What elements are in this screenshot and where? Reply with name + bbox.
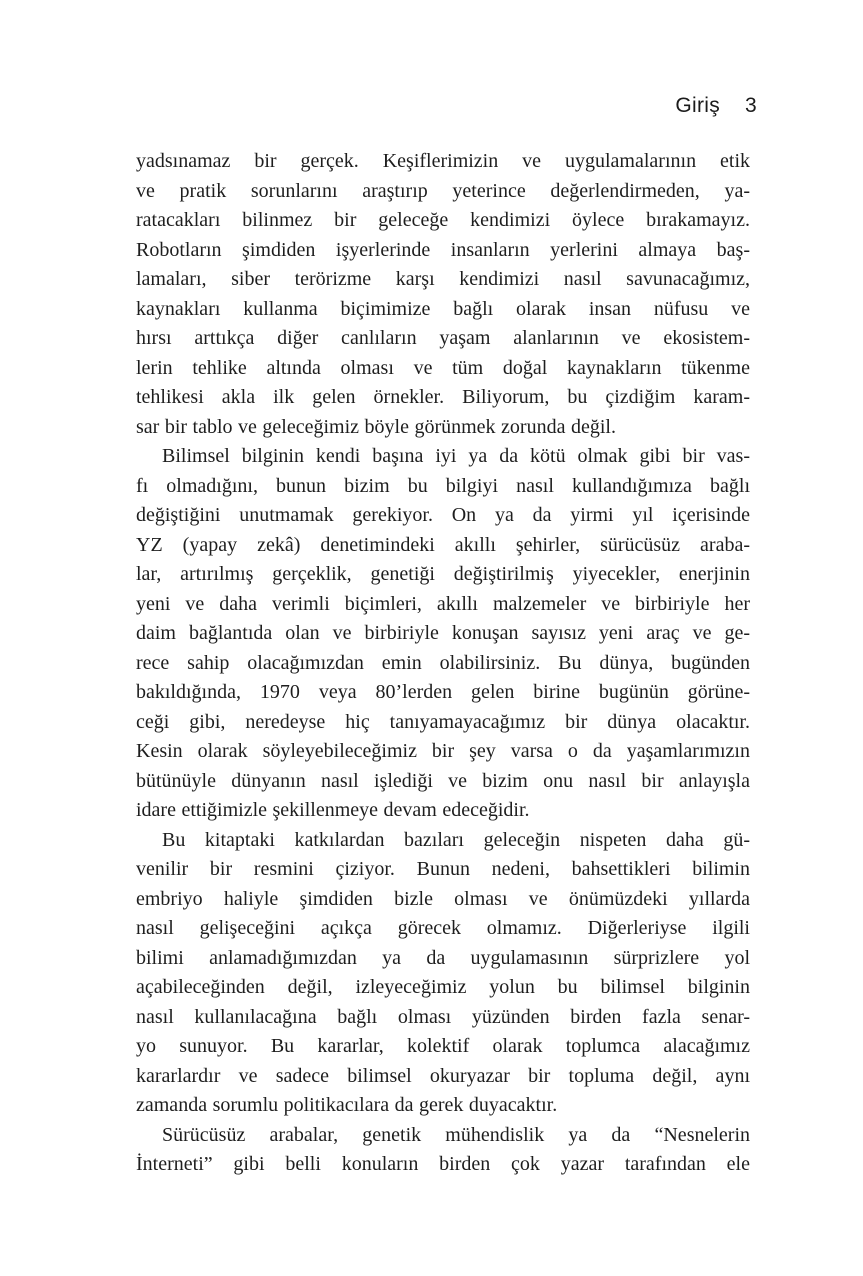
text-line: Robotların şimdiden işyerlerinde insanların yerlerini almaya baş- <box>136 238 750 261</box>
text-line: Sürücüsüz arabalar, genetik mühendislik ya da “Nesnelerin <box>162 1123 750 1146</box>
text-line: idare ettiğimizle şekillenmeye devam edeceğidir. <box>136 799 530 821</box>
text-line: tehlikesi akla ilk gelen örnekler. Biliyorum, bu çizdiğim karam- <box>136 386 750 408</box>
text-line: sar bir tablo ve geleceğimiz böyle görünmek zorunda değil. <box>136 415 616 438</box>
text-line: fı olmadığını, bunun bizim bu bilgiyi nasıl kullandığımıza bağlı <box>136 474 750 497</box>
text-line: YZ (yapay zekâ) denetimindeki akıllı şehirler, sürücüsüz araba- <box>136 533 750 556</box>
text-line: ve pratik sorunlarını araştırıp yeterince değerlendirmeden, ya- <box>136 179 750 202</box>
page-number: 3 <box>745 94 757 117</box>
text-line: bilimi anlamadığımızdan ya da uygulamasının sürprizlere yol <box>136 946 750 969</box>
text-line: nasıl gelişeceğini açıkça görecek olmamız. Diğerleriyse ilgili <box>136 917 750 939</box>
text-line: ceği gibi, neredeyse hiç tanıyamayacağımız bir dünya olacaktır. <box>136 710 750 733</box>
text-line: zamanda sorumlu politikacılara da gerek duyacaktır. <box>136 1094 558 1116</box>
text-line: nasıl kullanılacağına bağlı olması yüzünden birden fazla senar- <box>136 1005 750 1028</box>
text-line: açabileceğinden değil, izleyeceğimiz yolun bu bilimsel bilginin <box>136 976 750 998</box>
page-header <box>675 94 757 118</box>
text-line: lerin tehlike altında olması ve tüm doğal kaynakların tükenme <box>136 356 750 379</box>
text-line: embriyo haliyle şimdiden bizle olması ve önümüzdeki yıllarda <box>136 887 750 910</box>
text-line: Bu kitaptaki katkılardan bazıları geleceğin nispeten daha gü- <box>162 828 750 851</box>
text-line: Kesin olarak söyleyebileceğimiz bir şey varsa o da yaşamlarımızın <box>136 740 750 762</box>
text-line: yo sunuyor. Bu kararlar, kolektif olarak toplumca alacağımız <box>136 1035 750 1057</box>
text-line: rece sahip olacağımızdan emin olabilirsiniz. Bu dünya, bugünden <box>136 651 750 674</box>
body-text <box>136 147 750 1180</box>
text-line: daim bağlantıda olan ve birbiriyle konuşan sayısız yeni araç ve ge- <box>136 622 750 644</box>
text-line: ratacakları bilinmez bir geleceğe kendimizi öylece bırakamayız. <box>136 209 750 231</box>
text-line: lar, artırılmış gerçeklik, genetiği değiştirilmiş yiyecekler, enerjinin <box>136 563 750 585</box>
text-line: kaynakları kullanma biçimimize bağlı olarak insan nüfusu ve <box>136 297 750 320</box>
paragraph <box>136 147 750 442</box>
paragraph <box>136 826 750 1121</box>
text-line: Bilimsel bilginin kendi başına iyi ya da kötü olmak gibi bir vas- <box>162 445 750 467</box>
text-line: hırsı arttıkça diğer canlıların yaşam alanlarının ve ekosistem- <box>136 327 750 349</box>
text-line: yeni ve daha verimli biçimleri, akıllı malzemeler ve birbiriyle her <box>136 592 750 615</box>
text-line: lamaları, siber terörizme karşı kendimizi nasıl savunacağımız, <box>136 268 750 290</box>
text-line: bakıldığında, 1970 veya 80’lerden gelen birine bugünün görüne- <box>136 681 750 703</box>
text-line: değiştiğini unutmamak gerekiyor. On ya da yirmi yıl içerisinde <box>136 504 750 526</box>
running-head-chapter: Giriş <box>675 94 721 117</box>
paragraph <box>136 1121 750 1180</box>
text-line: bütünüyle dünyanın nasıl işlediği ve bizim onu nasıl bir anlayışla <box>136 769 750 792</box>
text-line: İnterneti” gibi belli konuların birden çok yazar tarafından ele <box>136 1153 750 1175</box>
text-line: venilir bir resmini çiziyor. Bunun nedeni, bahsettikleri bilimin <box>136 858 750 880</box>
paragraph <box>136 442 750 826</box>
text-line: kararlardır ve sadece bilimsel okuryazar bir topluma değil, aynı <box>136 1064 750 1087</box>
text-line: yadsınamaz bir gerçek. Keşiflerimizin ve uygulamalarının etik <box>136 150 750 172</box>
